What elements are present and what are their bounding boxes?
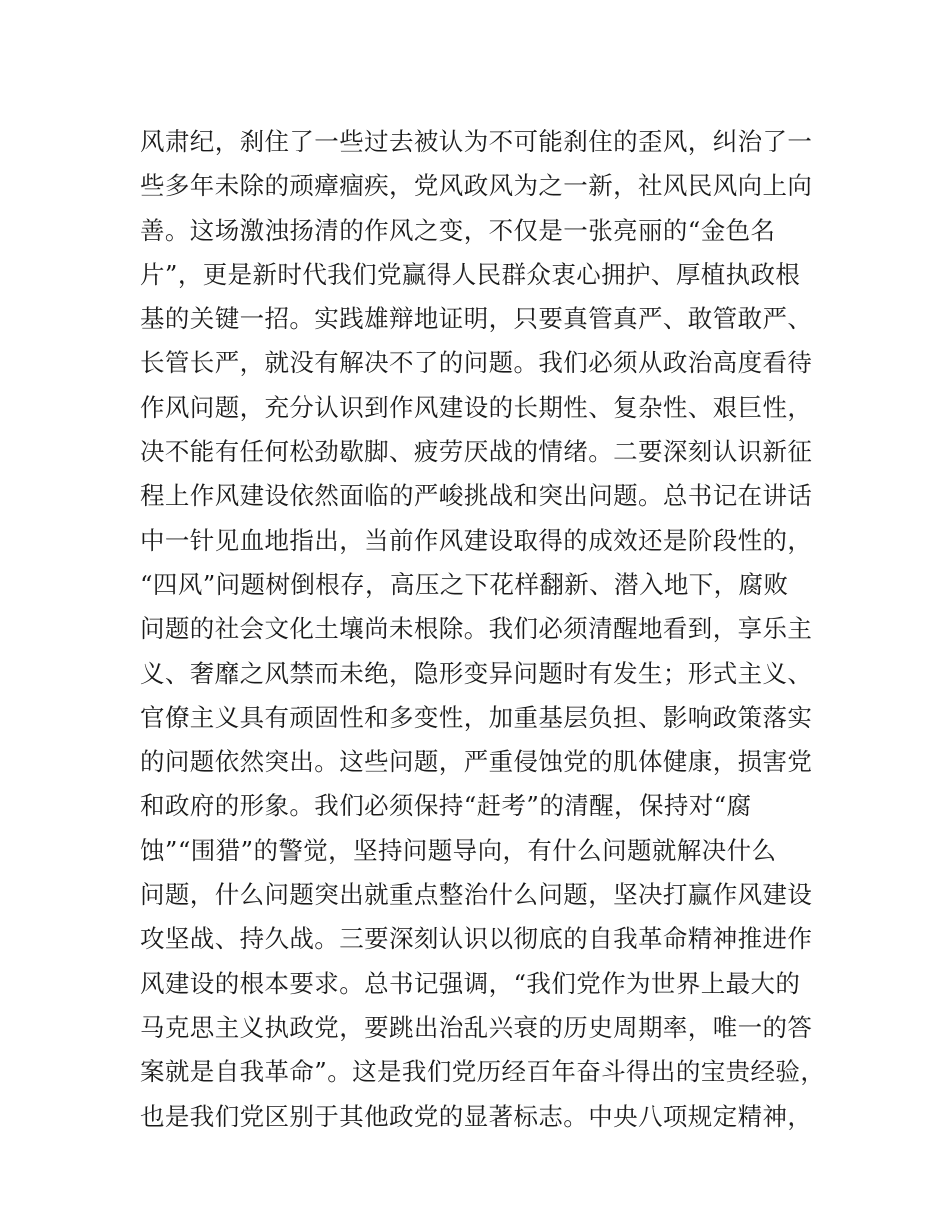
text-line: 程上作风建设依然面临的严峻挑战和突出问题。总书记在讲话 <box>140 481 813 511</box>
text-line: 义、奢靡之风禁而未绝，隐形变异问题时有发生；形式主义、 <box>140 658 813 688</box>
text-line: 决不能有任何松劲歇脚、疲劳厌战的情绪。二要深刻认识新征 <box>140 437 813 467</box>
text-line: 马克思主义执政党，要跳出治乱兴衰的历史周期率，唯一的答 <box>140 1012 813 1042</box>
text-line: 问题的社会文化土壤尚未根除。我们必须清醒地看到，享乐主 <box>140 614 813 644</box>
text-line: 蚀”“围猎”的警觉，坚持问题导向，有什么问题就解决什么 <box>140 835 777 865</box>
text-line: 风肃纪，刹住了一些过去被认为不可能刹住的歪风，纠治了一 <box>140 127 813 156</box>
body-text <box>140 120 826 1139</box>
text-line: 中一针见血地指出，当前作风建设取得的成效还是阶段性的， <box>140 525 813 555</box>
text-line: 作风问题，充分认识到作风建设的长期性、复杂性、艰巨性， <box>140 392 813 422</box>
text-line: 些多年未除的顽瘴痼疾，党风政风为之一新，社风民风向上向 <box>140 171 813 201</box>
text-line: 案就是自我革命”。这是我们党历经百年奋斗得出的宝贵经验， <box>140 1057 826 1087</box>
text-line: 问题，什么问题突出就重点整治什么问题，坚决打赢作风建设 <box>140 880 813 910</box>
text-line: 风建设的根本要求。总书记强调，“我们党作为世界上最大的 <box>140 968 801 998</box>
text-line: 的问题依然突出。这些问题，严重侵蚀党的肌体健康，损害党 <box>140 747 813 777</box>
text-line: 片”，更是新时代我们党赢得人民群众衷心拥护、厚植执政根 <box>140 259 801 289</box>
text-line: 善。这场激浊扬清的作风之变，不仅是一张亮丽的“金色名 <box>140 215 776 245</box>
text-line: 攻坚战、持久战。三要深刻认识以彻底的自我革命精神推进作 <box>140 924 813 954</box>
text-line: 官僚主义具有顽固性和多变性，加重基层负担、影响政策落实 <box>140 702 813 732</box>
text-line: 和政府的形象。我们必须保持“赶考”的清醒，保持对“腐 <box>140 791 752 821</box>
text-line: “四风”问题树倒根存，高压之下花样翻新、潜入地下，腐败 <box>140 569 789 599</box>
text-line: 长管长严，就没有解决不了的问题。我们必须从政治高度看待 <box>140 348 813 378</box>
text-line: 也是我们党区别于其他政党的显著标志。中央八项规定精神， <box>140 1101 813 1131</box>
text-line: 基的关键一招。实践雄辩地证明，只要真管真严、敢管敢严、 <box>140 304 813 334</box>
